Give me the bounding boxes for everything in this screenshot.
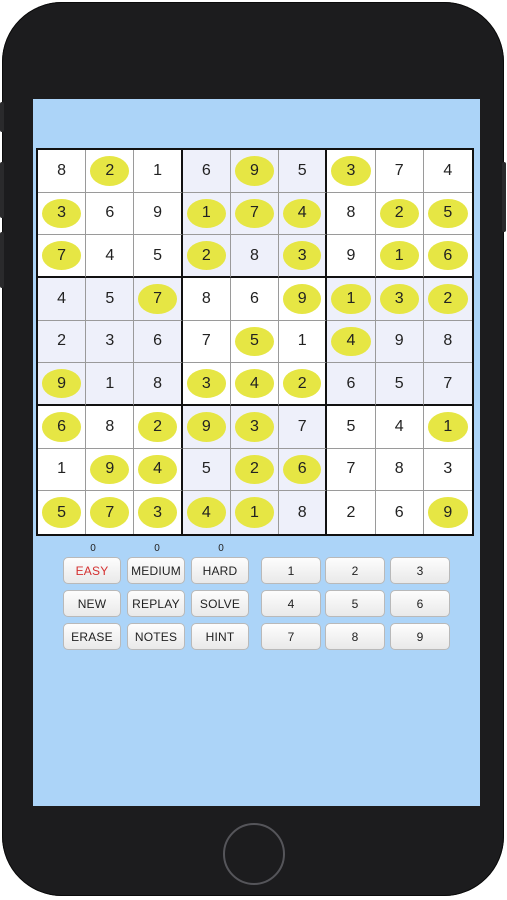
solve-button[interactable]: SOLVE <box>191 590 249 617</box>
board-cell-r3-c9[interactable] <box>424 235 472 278</box>
cell-digit: 9 <box>250 161 259 179</box>
board-cell-r5-c3[interactable] <box>134 321 182 364</box>
cell-digit: 9 <box>297 289 307 307</box>
cell-digit: 8 <box>443 332 453 350</box>
board-cell-r5-c1[interactable] <box>38 321 86 364</box>
hint-button[interactable]: HINT <box>191 623 249 650</box>
cell-digit: 1 <box>57 460 67 478</box>
board-cell-r1-c8[interactable] <box>376 150 424 193</box>
cell-digit: 6 <box>153 332 162 350</box>
cell-digit: 5 <box>105 289 115 307</box>
board-cell-r2-c8[interactable] <box>376 193 424 236</box>
board-cell-r4-c7[interactable] <box>327 278 375 321</box>
cell-digit: 9 <box>443 503 453 521</box>
cell-digit: 2 <box>250 460 259 478</box>
cell-digit: 7 <box>297 417 307 435</box>
board-cell-r5-c4[interactable] <box>183 321 231 364</box>
cell-digit: 7 <box>201 332 211 350</box>
cell-digit: 3 <box>297 246 307 264</box>
board-cell-r6-c6[interactable] <box>279 363 327 406</box>
cell-digit: 4 <box>201 503 211 521</box>
cell-digit: 2 <box>443 289 453 307</box>
board-cell-r8-c4[interactable] <box>183 449 231 492</box>
board-cell-r8-c2[interactable] <box>86 449 134 492</box>
cell-digit: 4 <box>346 332 356 350</box>
board-cell-r6-c9[interactable] <box>424 363 472 406</box>
number-button-9[interactable]: 9 <box>390 623 450 650</box>
board-cell-r7-c3[interactable] <box>134 406 182 449</box>
mute-switch <box>0 102 4 132</box>
cell-digit: 1 <box>443 417 453 435</box>
board-cell-r2-c1[interactable] <box>38 193 86 236</box>
board-cell-r9-c8[interactable] <box>376 491 424 534</box>
cell-digit: 6 <box>346 374 356 392</box>
board-cell-r7-c9[interactable] <box>424 406 472 449</box>
board-cell-r8-c3[interactable] <box>134 449 182 492</box>
number-button-8[interactable]: 8 <box>325 623 385 650</box>
board-cell-r7-c5[interactable] <box>231 406 279 449</box>
medium-counter: 0 <box>154 543 160 554</box>
board-cell-r2-c4[interactable] <box>183 193 231 236</box>
cell-digit: 5 <box>201 460 211 478</box>
board-cell-r9-c2[interactable] <box>86 491 134 534</box>
cell-digit: 3 <box>105 332 115 350</box>
cell-digit: 8 <box>153 374 162 392</box>
volume-up-button <box>0 162 4 218</box>
board-cell-r1-c7[interactable] <box>327 150 375 193</box>
cell-digit: 7 <box>394 161 404 179</box>
board-cell-r6-c2[interactable] <box>86 363 134 406</box>
board-cell-r1-c3[interactable] <box>134 150 182 193</box>
cell-digit: 7 <box>57 246 67 264</box>
cell-digit: 8 <box>57 161 67 179</box>
cell-digit: 6 <box>394 503 404 521</box>
board-cell-r9-c4[interactable] <box>183 491 231 534</box>
cell-digit: 6 <box>443 246 453 264</box>
board-cell-r4-c6[interactable] <box>279 278 327 321</box>
cell-digit: 3 <box>153 503 162 521</box>
cell-digit: 9 <box>153 204 162 222</box>
cell-digit: 1 <box>250 503 259 521</box>
cell-digit: 8 <box>250 246 259 264</box>
cell-digit: 6 <box>105 204 115 222</box>
number-button-7[interactable]: 7 <box>261 623 321 650</box>
board-cell-r7-c1[interactable] <box>38 406 86 449</box>
cell-digit: 8 <box>201 289 211 307</box>
cell-digit: 5 <box>443 204 453 222</box>
board-cell-r3-c2[interactable] <box>86 235 134 278</box>
board-cell-r5-c5[interactable] <box>231 321 279 364</box>
cell-digit: 1 <box>346 289 356 307</box>
board-cell-r8-c5[interactable] <box>231 449 279 492</box>
board-cell-r4-c2[interactable] <box>86 278 134 321</box>
cell-digit: 2 <box>346 503 356 521</box>
cell-digit: 1 <box>394 246 404 264</box>
cell-digit: 1 <box>153 161 162 179</box>
board-cell-r9-c1[interactable] <box>38 491 86 534</box>
cell-digit: 8 <box>346 204 356 222</box>
cell-digit: 6 <box>57 417 67 435</box>
board-cell-r1-c6[interactable] <box>279 150 327 193</box>
cell-digit: 1 <box>105 374 115 392</box>
cell-digit: 7 <box>250 204 259 222</box>
board-cell-r6-c7[interactable] <box>327 363 375 406</box>
board-cell-r6-c8[interactable] <box>376 363 424 406</box>
cell-digit: 2 <box>105 161 115 179</box>
cell-digit: 4 <box>250 374 259 392</box>
board-cell-r3-c6[interactable] <box>279 235 327 278</box>
cell-digit: 5 <box>297 161 307 179</box>
board-cell-r9-c9[interactable] <box>424 491 472 534</box>
board-cell-r4-c5[interactable] <box>231 278 279 321</box>
board-cell-r9-c7[interactable] <box>327 491 375 534</box>
board-cell-r4-c3[interactable] <box>134 278 182 321</box>
board-cell-r2-c9[interactable] <box>424 193 472 236</box>
board-cell-r9-c3[interactable] <box>134 491 182 534</box>
easy-counter: 0 <box>90 543 96 554</box>
cell-digit: 2 <box>297 374 307 392</box>
cell-digit: 5 <box>394 374 404 392</box>
cell-digit: 2 <box>394 204 404 222</box>
board-cell-r1-c9[interactable] <box>424 150 472 193</box>
number-button-3[interactable]: 3 <box>390 557 450 584</box>
cell-digit: 6 <box>201 161 211 179</box>
board-cell-r5-c9[interactable] <box>424 321 472 364</box>
cell-digit: 7 <box>346 460 356 478</box>
board-cell-r5-c8[interactable] <box>376 321 424 364</box>
board-cell-r4-c1[interactable] <box>38 278 86 321</box>
board-cell-r2-c5[interactable] <box>231 193 279 236</box>
board-cell-r4-c9[interactable] <box>424 278 472 321</box>
board-cell-r7-c7[interactable] <box>327 406 375 449</box>
board-cell-r3-c5[interactable] <box>231 235 279 278</box>
easy-button[interactable]: EASY <box>63 557 121 584</box>
cell-digit: 9 <box>201 417 211 435</box>
cell-digit: 8 <box>394 460 404 478</box>
cell-digit: 1 <box>201 204 211 222</box>
cell-digit: 3 <box>346 161 356 179</box>
number-button-1[interactable]: 1 <box>261 557 321 584</box>
board-cell-r2-c3[interactable] <box>134 193 182 236</box>
cell-digit: 3 <box>57 204 67 222</box>
volume-down-button <box>0 232 4 288</box>
board-cell-r7-c2[interactable] <box>86 406 134 449</box>
cell-digit: 5 <box>346 417 356 435</box>
notes-button[interactable]: NOTES <box>127 623 185 650</box>
cell-digit: 8 <box>297 503 307 521</box>
cell-digit: 3 <box>250 417 259 435</box>
hard-button[interactable]: HARD <box>191 557 249 584</box>
cell-digit: 4 <box>105 246 115 264</box>
cell-digit: 7 <box>153 289 162 307</box>
board-cell-r2-c2[interactable] <box>86 193 134 236</box>
board-cell-r5-c2[interactable] <box>86 321 134 364</box>
cell-digit: 6 <box>250 289 259 307</box>
cell-digit: 3 <box>201 374 211 392</box>
medium-button[interactable]: MEDIUM <box>127 557 185 584</box>
cell-digit: 8 <box>105 417 115 435</box>
cell-digit: 4 <box>297 204 307 222</box>
cell-digit: 3 <box>443 460 453 478</box>
board-cell-r6-c4[interactable] <box>183 363 231 406</box>
home-button[interactable] <box>223 823 285 885</box>
cell-digit: 2 <box>153 417 162 435</box>
board-cell-r9-c6[interactable] <box>279 491 327 534</box>
board-cell-r1-c4[interactable] <box>183 150 231 193</box>
cell-digit: 1 <box>297 332 307 350</box>
number-button-5[interactable]: 5 <box>325 590 385 617</box>
cell-digit: 9 <box>346 246 356 264</box>
board-cell-r3-c7[interactable] <box>327 235 375 278</box>
phone-frame <box>2 2 504 896</box>
board-cell-r7-c6[interactable] <box>279 406 327 449</box>
number-button-2[interactable]: 2 <box>325 557 385 584</box>
board-cell-r3-c4[interactable] <box>183 235 231 278</box>
board-cell-r5-c7[interactable] <box>327 321 375 364</box>
board-cell-r1-c1[interactable] <box>38 150 86 193</box>
cell-digit: 9 <box>105 460 115 478</box>
cell-digit: 5 <box>57 503 67 521</box>
cell-digit: 7 <box>443 374 453 392</box>
cell-digit: 7 <box>105 503 115 521</box>
board-cell-r3-c3[interactable] <box>134 235 182 278</box>
board-cell-r8-c6[interactable] <box>279 449 327 492</box>
power-button <box>502 162 506 232</box>
cell-digit: 5 <box>250 332 259 350</box>
cell-digit: 6 <box>297 460 307 478</box>
board-cell-r3-c1[interactable] <box>38 235 86 278</box>
board-cell-r2-c7[interactable] <box>327 193 375 236</box>
cell-digit: 9 <box>57 374 67 392</box>
board-cell-r4-c8[interactable] <box>376 278 424 321</box>
cell-digit: 2 <box>201 246 211 264</box>
cell-digit: 4 <box>443 161 453 179</box>
sudoku-board <box>36 148 474 536</box>
board-cell-r6-c5[interactable] <box>231 363 279 406</box>
number-button-4[interactable]: 4 <box>261 590 321 617</box>
app-screen <box>33 99 480 806</box>
board-cell-r9-c5[interactable] <box>231 491 279 534</box>
cell-digit: 2 <box>57 332 67 350</box>
board-cell-r4-c4[interactable] <box>183 278 231 321</box>
board-cell-r7-c4[interactable] <box>183 406 231 449</box>
board-cell-r8-c8[interactable] <box>376 449 424 492</box>
board-cell-r6-c3[interactable] <box>134 363 182 406</box>
board-cell-r8-c7[interactable] <box>327 449 375 492</box>
board-cell-r1-c2[interactable] <box>86 150 134 193</box>
hard-counter: 0 <box>218 543 224 554</box>
replay-button[interactable]: REPLAY <box>127 590 185 617</box>
board-cell-r2-c6[interactable] <box>279 193 327 236</box>
cell-digit: 9 <box>394 332 404 350</box>
erase-button[interactable]: ERASE <box>63 623 121 650</box>
cell-digit: 5 <box>153 246 162 264</box>
new-button[interactable]: NEW <box>63 590 121 617</box>
cell-digit: 4 <box>57 289 67 307</box>
board-cell-r6-c1[interactable] <box>38 363 86 406</box>
number-button-6[interactable]: 6 <box>390 590 450 617</box>
cell-digit: 3 <box>394 289 404 307</box>
board-cell-r8-c1[interactable] <box>38 449 86 492</box>
board-cell-r1-c5[interactable] <box>231 150 279 193</box>
cell-digit: 4 <box>153 460 162 478</box>
board-cell-r5-c6[interactable] <box>279 321 327 364</box>
cell-digit: 4 <box>394 417 404 435</box>
board-cell-r3-c8[interactable] <box>376 235 424 278</box>
board-cell-r7-c8[interactable] <box>376 406 424 449</box>
board-cell-r8-c9[interactable] <box>424 449 472 492</box>
